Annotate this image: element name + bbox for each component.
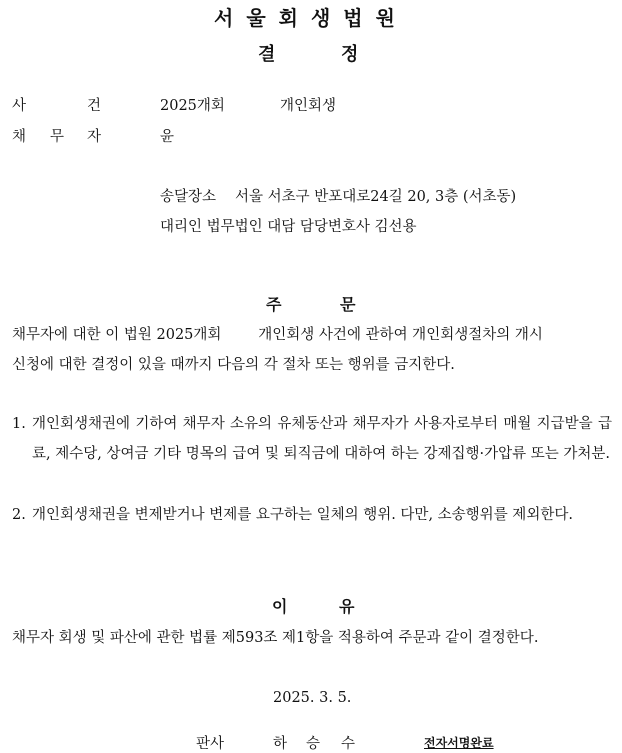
- order-heading-char-1: 주: [266, 295, 282, 314]
- debtor-label-char-1: 채: [12, 129, 27, 145]
- order-item-2: [12, 500, 612, 530]
- order-item-1: [12, 409, 612, 469]
- doc-type-char-2: 정: [341, 44, 359, 65]
- judge-name-char-2: 승: [306, 736, 321, 752]
- order-intro-line-1: 채무자에 대한 이 법원 2025개회 개인회생 사건에 관하여 개인회생절차의 개시: [12, 327, 543, 343]
- reason-text: 채무자 회생 및 파산에 관한 법률 제593조 제1항을 적용하여 주문과 같이 결정한다.: [12, 630, 539, 646]
- debtor-label-char-3: 자: [87, 129, 102, 145]
- case-label-char-1: 사: [12, 98, 27, 114]
- order-intro-line-2: 신청에 대한 결정이 있을 때까지 다음의 각 절차 또는 행위를 금지한다.: [12, 357, 455, 373]
- service-agent: 대리인 법무법인 대담 담당변호사 김선용: [160, 219, 417, 235]
- electronic-signature-stamp: 전자서명완료: [424, 736, 494, 750]
- judge-title: 판사: [196, 736, 225, 752]
- order-item-number: 1.: [12, 416, 26, 432]
- debtor-name: 윤: [160, 129, 175, 145]
- service-label: 송달장소: [160, 189, 217, 205]
- doc-type-char-1: 결: [258, 44, 276, 65]
- order-item-text: 개인회생채권에 기하여 채무자 소유의 유체동산과 채무자가 사용자로부터 매월 지급받을 급료, 제수당, 상여금 기타 명목의 급여 및 퇴직금에 대하여 하는 강제집행·가압류 또는 가처분.: [32, 416, 612, 462]
- judge-name-char-3: 수: [341, 736, 356, 752]
- court-name: 서울회생법원: [214, 6, 408, 30]
- judge-name-char-1: 하: [273, 736, 288, 752]
- case-label-char-2: 건: [87, 98, 102, 114]
- order-item-number: 2.: [12, 507, 26, 523]
- order-heading-char-2: 문: [340, 295, 356, 314]
- case-name: 개인회생: [280, 98, 337, 114]
- service-address: 서울 서초구 반포대로24길 20, 3층 (서초동): [235, 189, 517, 205]
- reason-heading-char-2: 유: [339, 597, 355, 616]
- reason-heading-char-1: 이: [272, 597, 288, 616]
- case-number: 2025개회: [160, 98, 225, 114]
- debtor-label-char-2: 무: [50, 129, 65, 145]
- order-item-text: 개인회생채권을 변제받거나 변제를 요구하는 일체의 행위. 다만, 소송행위를 제외한다.: [32, 507, 573, 523]
- decision-date: 2025. 3. 5.: [273, 690, 352, 706]
